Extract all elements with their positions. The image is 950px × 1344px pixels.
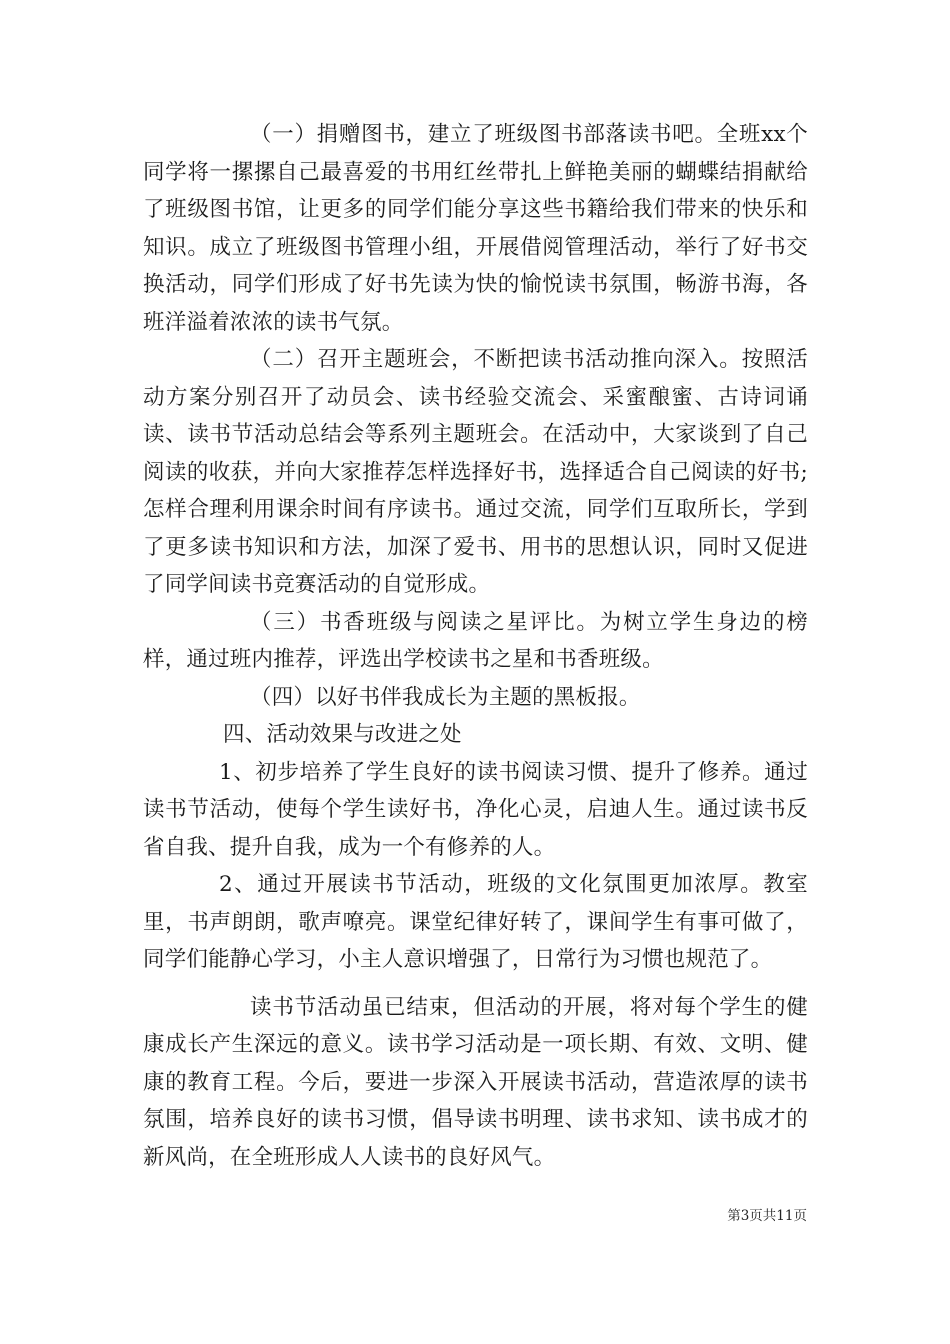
paragraph-reading-star-selection: （三）书香班级与阅读之星评比。为树立学生身边的榜样，通过班内推荐，评选出学校读书之星和书香班级。 [143, 609, 808, 672]
document-body [143, 116, 808, 1176]
paragraph-blackboard-newsletter: （四）以好书伴我成长为主题的黑板报。 [250, 684, 641, 710]
paragraph-effect-1: 1、初步培养了学生良好的读书阅读习惯、提升了修养。通过读书节活动，使每个学生读好书，净化心灵，启迪人生。通过读书反省自我、提升自我，成为一个有修养的人。 [143, 759, 808, 860]
paragraph-donate-books: （一）捐赠图书，建立了班级图书部落读书吧。全班xx个同学将一摞摞自己最喜爱的书用红丝带扎上鲜艳美丽的蝴蝶结捐献给了班级图书馆，让更多的同学们能分享这些书籍给我们带来的快乐和知识。成立了班级图书管理小组，开展借阅管理活动，举行了好书交换活动，同学们形成了好书先读为快的愉悦读书氛围，畅游书海，各班洋溢着浓浓的读书气氛。 [143, 122, 808, 335]
paragraph-effect-2: 2、通过开展读书节活动，班级的文化氛围更加浓厚。教室里，书声朗朗，歌声嘹亮。课堂纪律好转了，课间学生有事可做了，同学们能静心学习，小主人意识增强了，日常行为习惯也规范了。 [143, 872, 808, 972]
paragraph-conclusion: 读书节活动虽已结束，但活动的开展，将对每个学生的健康成长产生深远的意义。读书学习活动是一项长期、有效、文明、健康的教育工程。今后，要进一步深入开展读书活动，营造浓厚的读书氛围，培养良好的读书习惯，倡导读书明理、读书求知、读书成才的新风尚，在全班形成人人读书的良好风气。 [143, 994, 808, 1170]
page-number: 第3页共11页 [727, 1208, 807, 1224]
section-heading-effects: 四、活动效果与改进之处 [223, 722, 462, 747]
paragraph-theme-class-meeting: （二）召开主题班会，不断把读书活动推向深入。按照活动方案分别召开了动员会、读书经验交流会、采蜜酿蜜、古诗词诵读、读书节活动总结会等系列主题班会。在活动中，大家谈到了自己阅读的收获，并向大家推荐怎样选择好书，选择适合自己阅读的好书;怎样合理利用课余时间有序读书。通过交流，同学们互取所长，学到了更多读书知识和方法，加深了爱书、用书的思想认识，同时又促进了同学间读书竞赛活动的自觉形成。 [143, 347, 808, 597]
